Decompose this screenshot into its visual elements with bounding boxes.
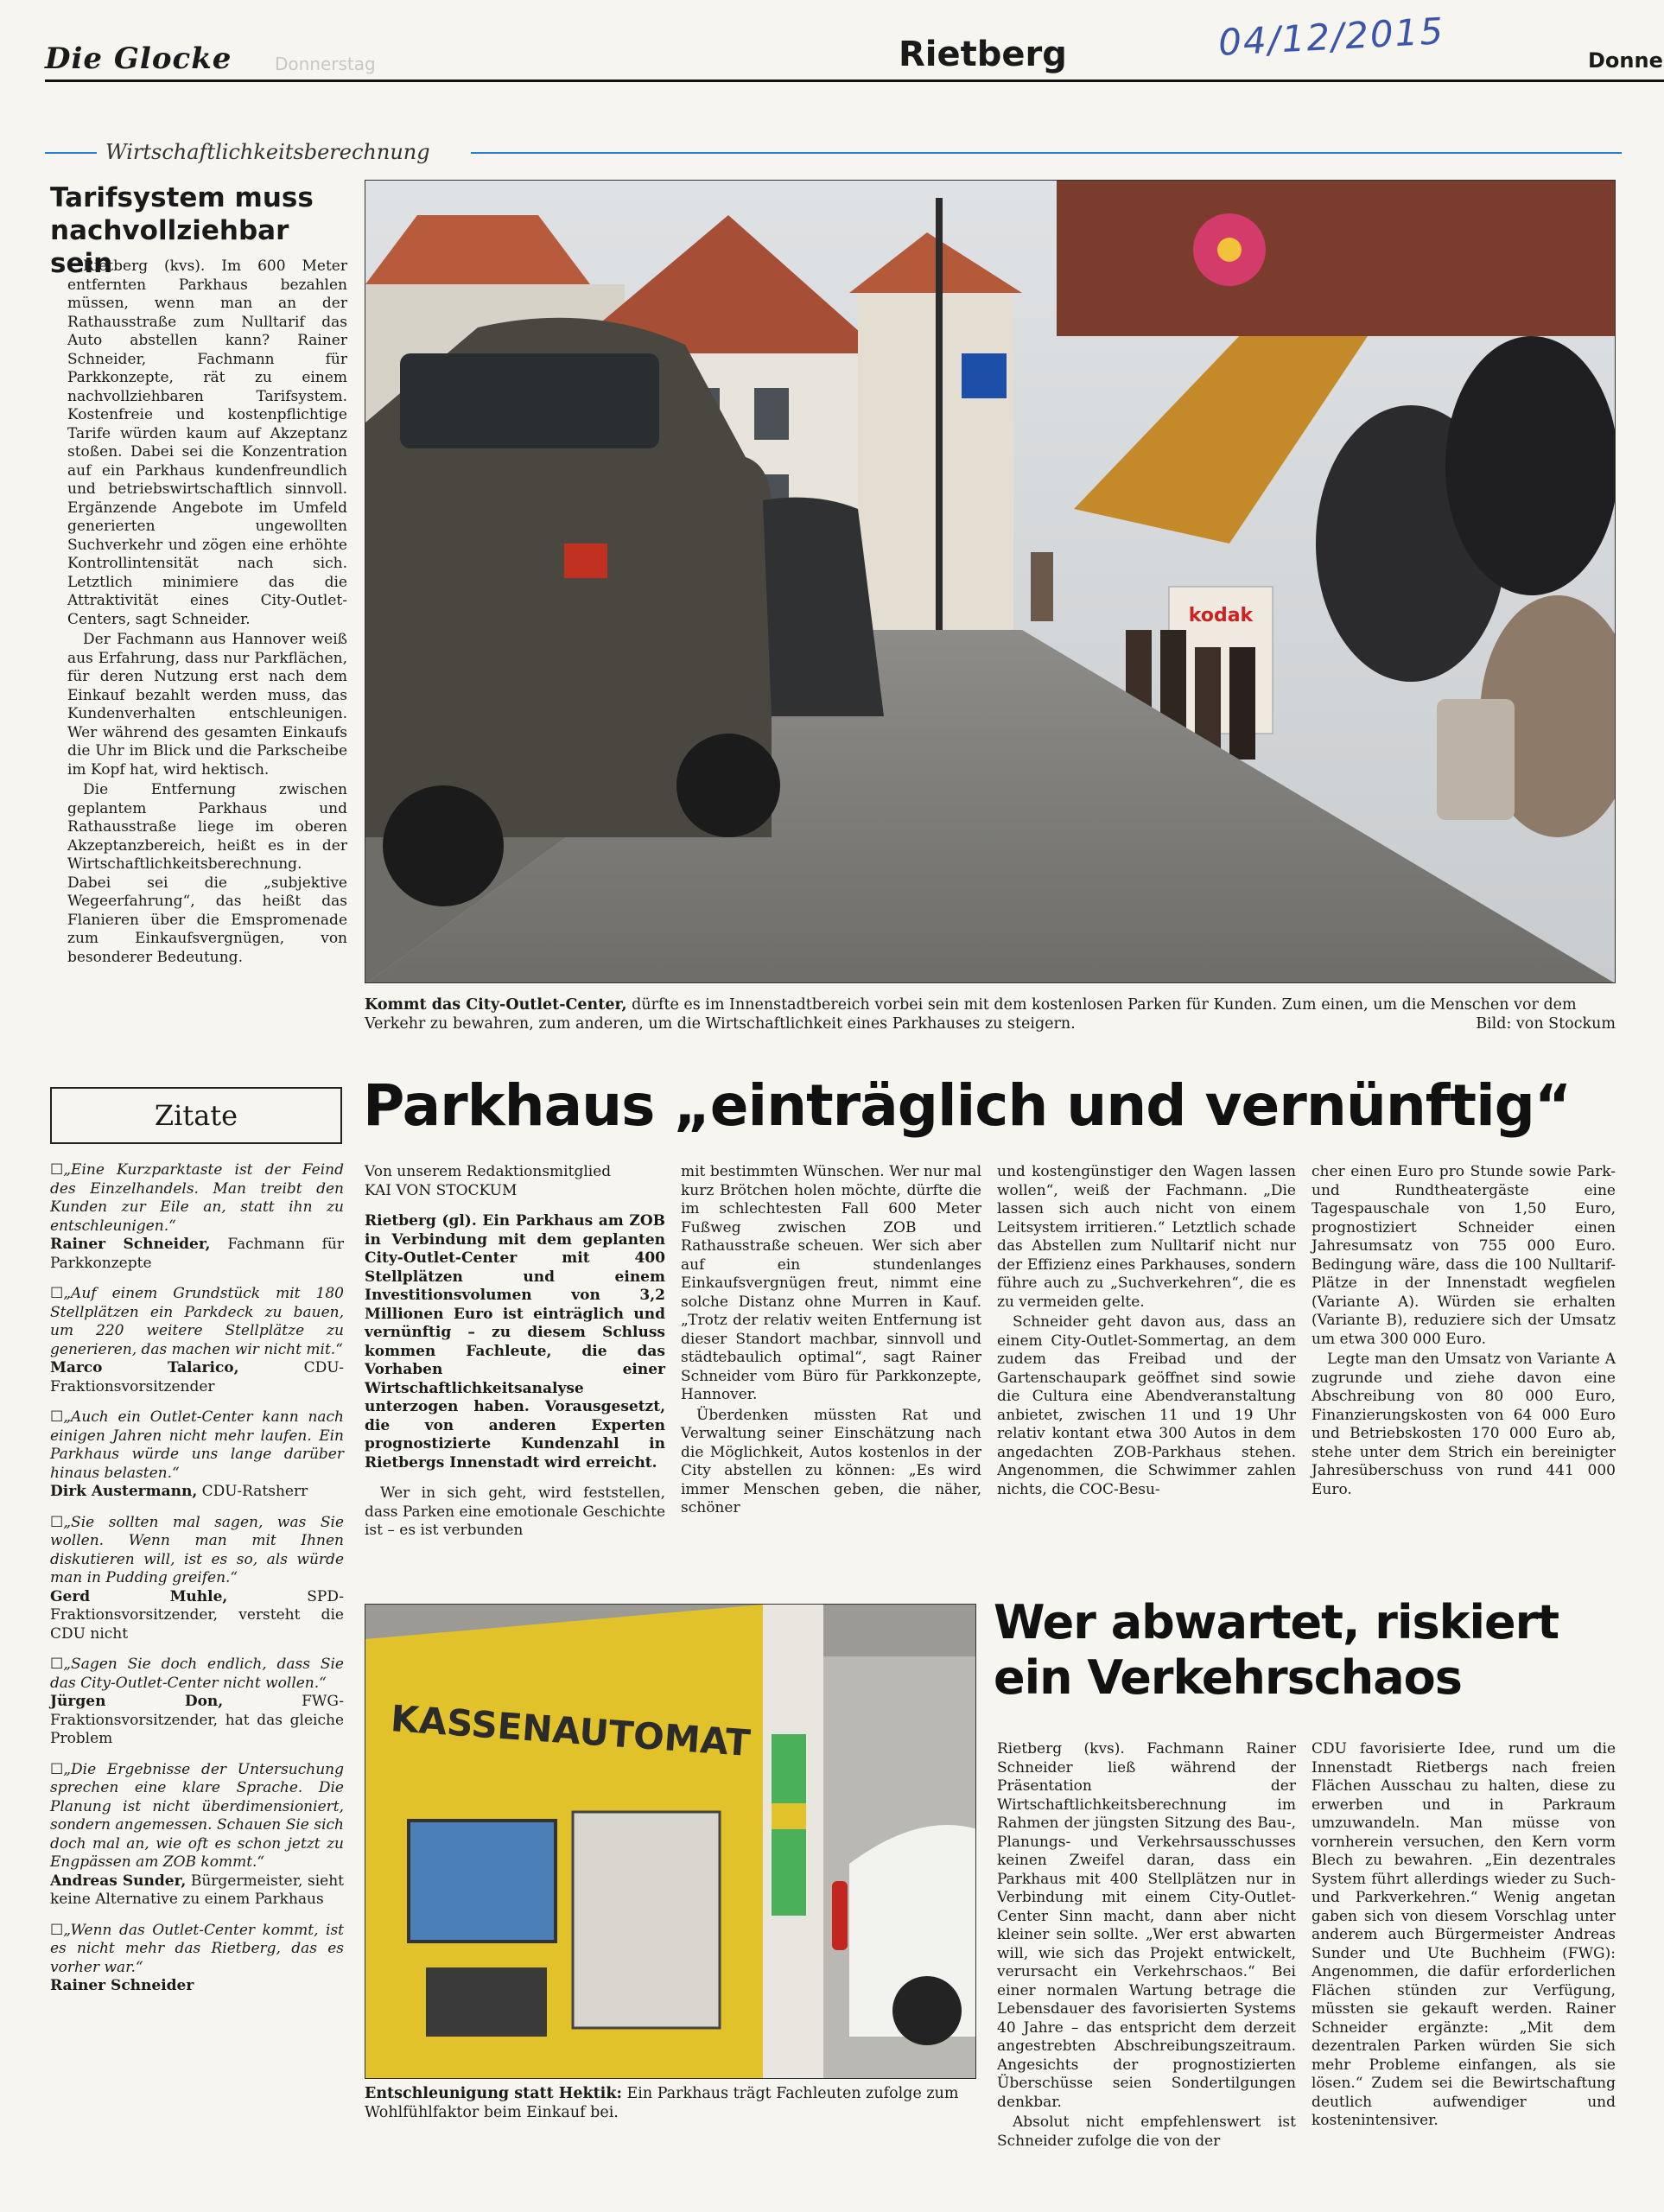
article2-paragraph: Schneider geht davon aus, dass an einem City-Outlet-Sommertag, an dem zudem das Freibad und der Gartenschaupark geöffnet sind sowie die Cultura eine Abendveranstaltung anbietet, zwischen 11 und 19 Uhr relativ kontant etwa 300 Autos in dem angedachten ZOB-Parkhaus stehen. Angenommen, die Schwimmer zahlen nichts, die COC-Besu- — [997, 1313, 1296, 1498]
day-name: Donne — [1588, 48, 1663, 73]
quote-item — [50, 1408, 344, 1502]
quote-text: „Sagen Sie doch endlich, dass Sie das City-Outlet-Center nicht wollen.“ — [50, 1656, 344, 1692]
kassenautomat-photo — [365, 1604, 976, 2079]
article1-paragraph: Die Entfernung zwischen geplantem Parkhaus und Rathausstraße liege im oberen Akzeptanzbereich, heißt es in der Wirtschaftlichkeitsberechnung. Dabei sei die „subjektive Wegeerfahrung“, das heißt das Flanieren über die Emspromenade zum Einkaufsvergnügen, von besonderer Bedeutung. — [67, 781, 347, 966]
article2-paragraph: und kostengünstiger den Wagen lassen wollen“, weiß der Fachmann. „Die lassen sich auch nicht von einem Leitsystem irritieren.“ Letztlich schade das Abstellen zum Nulltarif nicht nur der Effizienz eines Parkhauses, sondern führe auch zu „Suchverkehren“, die es zu vermeiden gelte. — [997, 1163, 1296, 1311]
quote-name: Rainer Schneider — [50, 1977, 194, 1994]
quote-item — [50, 1285, 344, 1396]
handwritten-date: 04/12/2015 — [1216, 10, 1446, 64]
photo1-caption-bold: Kommt das City-Outlet-Center, — [365, 996, 627, 1014]
street-photo-image — [365, 181, 1616, 983]
article2-col2 — [681, 1163, 981, 1520]
article1-paragraph: Rietberg (kvs). Im 600 Meter entfernten Parkhaus bezahlen müssen, wenn man an der Rathausstraße zum Nulltarif das Auto abstellen kann? Rainer Schneider, Fachmann für Parkkonzepte, rät zu einem nachvollziehbaren Tarifsystem. Kostenfreie und kostenpflichtige Tarife würden kaum auf Akzeptanz stoßen. Dabei sei die Konzentration auf ein Parkhaus kundenfreundlich und betriebswirtschaftlich sinnvoll. Ergänzende Angebote im Umfeld generierten ungewollten Suchverkehr und zögen eine erhöhte Kontrollintensität nach sich. Letztlich minimiere das die Attraktivität eines City-Outlet-Centers, sagt Schneider. — [67, 257, 347, 628]
ghost-date: Donnerstag — [275, 54, 376, 74]
checkbox-icon: ☐ — [50, 1921, 64, 1939]
quote-item — [50, 1922, 344, 1996]
quote-name: Andreas Sunder, — [50, 1872, 187, 1890]
article1-body — [67, 257, 347, 969]
kicker-rule-right — [471, 152, 1622, 154]
quote-text: „Sie sollten mal sagen, was Sie wollen. Wenn man mit Ihnen diskutieren will, ist es so, als würde man in Pudding greifen.“ — [50, 1513, 344, 1586]
article1-headline: Tarifsystem muss nachvollziehbar sein — [50, 182, 314, 279]
article2-paragraph: Legte man den Umsatz von Variante A zugrunde und ziehe davon eine Abschreibung von 80 000 Euro, Finanzierungskosten von 64 000 Euro und Betriebskosten 170 000 Euro ab, stehe unter dem Strich ein bereinigter Jahresüberschuss von rund 441 000 Euro. — [1312, 1351, 1616, 1498]
article2-lead — [365, 1212, 665, 1472]
quote-text: „Auch ein Outlet-Center kann nach einigen Jahren nicht mehr laufen. Ein Parkhaus würde uns lange darüber hinaus belasten.“ — [50, 1408, 344, 1482]
checkbox-icon: ☐ — [50, 1760, 64, 1778]
article2-lead-text: Rietberg (gl). Ein Parkhaus am ZOB in Verbindung mit dem geplanten City-Outlet-Center mit 400 Stellplätzen und einem Investitionsvolumen von 3,2 Millionen Euro ist einträglich und vernünftig – zu diesem Schluss kommen Fachleute, die das Vorhaben einer Wirtschaftlichkeitsanalyse unterzogen haben. Vorausgesetzt, die von anderen Experten prognostizierte Kundenzahl in Rietbergs Innenstadt wird erreicht. — [365, 1212, 665, 1471]
paper-logo: Die Glocke — [45, 41, 232, 76]
quote-item — [50, 1761, 344, 1910]
quote-role: Fachmann für Parkkonzepte — [50, 1236, 344, 1272]
kicker: Wirtschaftlichkeitsberechnung — [105, 140, 430, 164]
article2-paragraph: Wer in sich geht, wird feststellen, dass Parken eine emotionale Geschichte ist – es ist verbunden — [365, 1484, 665, 1539]
article3-paragraph: CDU favorisierte Idee, rund um die Innenstadt Rietbergs nach freien Flächen Ausschau zu halten, diese zu erwerben und in Parkraum umzuwandeln. Man müsse von vornherein versuchen, den Kern vorm Blech zu bewahren. „Ein dezentrales System führt allerdings wieder zu Such- und Parkverkehren.“ Wenig angetan gaben sich von diesem Vorschlag unter anderem auch Bürgermeister Andreas Sunder und Ute Buchheim (FWG): Angenommen, die dafür erforderlichen Flächen stünden zur Verfügung, müssten sie gekauft werden. Rainer Schneider ergänzte: „Mit dem dezentralen Parken würden Sie sich mehr Probleme einfangen, als sie lösen.“ Zudem sei die Bewirtschaftung deutlich aufwendiger und kostenintensiver. — [1312, 1740, 1616, 2129]
zitate-title: Zitate — [154, 1099, 238, 1132]
article3-col1 — [997, 1740, 1296, 2152]
quote-item — [50, 1161, 344, 1273]
checkbox-icon: ☐ — [50, 1285, 64, 1302]
street-photo — [365, 180, 1616, 983]
quote-text: „Die Ergebnisse der Untersuchung sprechen eine klare Sprache. Die Planung ist nicht überdimensioniert, sondern angemessen. Schauen Sie sich doch mal an, wie oft es schon jetzt zu Engpässen am ZOB kommt.“ — [50, 1760, 344, 1871]
kassenautomat-sign: KASSENAUTOMAT — [389, 1697, 752, 1765]
masthead-rule — [45, 79, 1664, 82]
checkbox-icon: ☐ — [50, 1408, 64, 1426]
photo1-credit: Bild: von Stockum — [1476, 1015, 1616, 1033]
section-name: Rietberg — [899, 35, 1067, 74]
zitate-list — [50, 1161, 344, 2008]
kassenautomat-image — [365, 1605, 976, 2079]
checkbox-icon: ☐ — [50, 1656, 64, 1673]
byline-text: Von unserem Redaktionsmitglied — [365, 1163, 612, 1180]
zitate-box — [50, 1087, 342, 1144]
article3-col2 — [1312, 1740, 1616, 2133]
quote-name: Marco Talarico, — [50, 1359, 239, 1376]
article3-paragraph: Rietberg (kvs). Fachmann Rainer Schneider ließ während der Präsentation der Wirtschaftlichkeitsberechnung im Rahmen der jüngsten Sitzung des Bau-, Planungs- und Verkehrsausschusses keinen Zweifel daran, dass ein Parkhaus mit 400 Stellplätzen nur in Verbindung mit einem City-Outlet-Center Sinn macht, dann aber nicht kleiner sein sollte. „Wer erst abwarten will, wie sich das Projekt entwickelt, verursacht ein Verkehrschaos.“ Bei einer normalen Wartung betrage die Lebensdauer des favorisierten Systems 40 Jahre – das entspricht dem derzeit angestrebten Abschreibungszeitraum. Angesichts der prognostizierten Überschüsse seien Sondertilgungen denkbar. — [997, 1740, 1296, 2111]
quote-name: Jürgen Don, — [50, 1693, 224, 1710]
article3-headline-line1: Wer abwartet, riskiert — [994, 1595, 1559, 1649]
photo2-caption — [365, 2084, 976, 2122]
article3-headline — [994, 1595, 1559, 1706]
quote-role: FWG-Fraktionsvorsitzender, hat das gleiche Problem — [50, 1693, 344, 1747]
checkbox-icon: ☐ — [50, 1513, 64, 1531]
article2-col4 — [1312, 1163, 1616, 1501]
quote-name: Rainer Schneider, — [50, 1236, 211, 1253]
quote-name: Dirk Austermann, — [50, 1483, 198, 1500]
kicker-rule-left — [45, 152, 97, 154]
checkbox-icon: ☐ — [50, 1161, 64, 1179]
byline — [365, 1163, 665, 1200]
photo2-caption-text: Ein Parkhaus trägt Fachleuten zufolge zum Wohlfühlfaktor beim Einkauf bei. — [365, 2085, 959, 2121]
article2-paragraph: Überdenken müssten Rat und Verwaltung seiner Einschätzung nach die Möglichkeit, Autos kostenlos in der City abstellen zu können: „Es wird immer Menschen geben, die näher, schöner — [681, 1406, 981, 1516]
quote-role: SPD-Fraktionsvorsitzender, versteht die CDU nicht — [50, 1587, 345, 1643]
quote-item — [50, 1514, 344, 1644]
masthead — [0, 0, 1664, 86]
quote-name: Gerd Muhle, — [50, 1587, 228, 1605]
quote-role: Bürgermeister, sieht keine Alternative zu einem Parkhaus — [50, 1872, 344, 1908]
article2-headline: Parkhaus „einträglich und vernünftig“ — [363, 1072, 1572, 1139]
photo2-caption-bold: Entschleunigung statt Hektik: — [365, 2085, 622, 2102]
quote-item — [50, 1656, 344, 1749]
photo1-caption-text: dürfte es im Innenstadtbereich vorbei sein mit dem kostenlosen Parken für Kunden. Zum einen, um die Menschen vor dem Verkehr zu bewahren, zum anderen, um die Wirtschaftlichkeit eines Parkhauses zu steigern. — [365, 996, 1577, 1033]
article1-paragraph: Der Fachmann aus Hannover weiß aus Erfahrung, dass nur Parkflächen, für deren Nutzung erst nach dem Einkauf bezahlt werden muss, das Kundenverhalten entschleunigen. Wer während des gesamten Einkaufs die Uhr im Blick und die Parkscheibe im Kopf hat, wird hektisch. — [67, 631, 347, 779]
quote-role: CDU-Ratsherr — [201, 1483, 308, 1500]
quote-text: „Auf einem Grundstück mit 180 Stellplätzen ein Parkdeck zu bauen, um 220 weitere Stellplätze zu generieren, das machen wir nicht mit.“ — [50, 1285, 344, 1358]
kodak-sign: kodak — [1188, 605, 1254, 626]
article3-paragraph: Absolut nicht empfehlenswert ist Schneider zufolge die von der — [997, 2113, 1296, 2150]
photo1-caption — [365, 995, 1616, 1033]
byline-author: KAI VON STOCKUM — [365, 1181, 518, 1199]
quote-text: „Wenn das Outlet-Center kommt, ist es nicht mehr das Rietberg, das es vorher war.“ — [50, 1921, 344, 1976]
quote-text: „Eine Kurzparktaste ist der Feind des Einzelhandels. Man treibt den Kunden zur Eile an, statt ihn zu entschleunigen.“ — [50, 1161, 344, 1235]
article2-paragraph: mit bestimmten Wünschen. Wer nur mal kurz Brötchen holen möchte, dürfte die im schlechtesten Fall 600 Meter Fußweg zwischen ZOB und Rathausstraße scheuen. Wer sich aber auf ein stundenlanges Einkaufsvergnügen freut, nimmt eine solche Distanz ohne Murren in Kauf. „Trotz der relativ weiten Entfernung ist dieser Standort machbar, sinnvoll und städtebaulich optimal“, sagt Rainer Schneider vom Büro für Parkkonzepte, Hannover. — [681, 1163, 981, 1403]
quote-role: CDU-Fraktionsvorsitzender — [50, 1359, 345, 1395]
article3-headline-line2: ein Verkehrschaos — [994, 1650, 1462, 1705]
article2-col1 — [365, 1163, 665, 1542]
article2-col3 — [997, 1163, 1296, 1501]
article2-paragraph: cher einen Euro pro Stunde sowie Park- und Rundtheatergäste eine Tagespauschale von 1,50 Euro, prognostiziert Schneider einen Jahresumsatz von 755 000 Euro. Bedingung wäre, dass die 100 Nulltarif-Plätze in der Innenstadt wegfielen (Variante A). Würden sie erhalten (Variante B), reduziere sich der Umsatz um etwa 300 000 Euro. — [1312, 1163, 1616, 1348]
